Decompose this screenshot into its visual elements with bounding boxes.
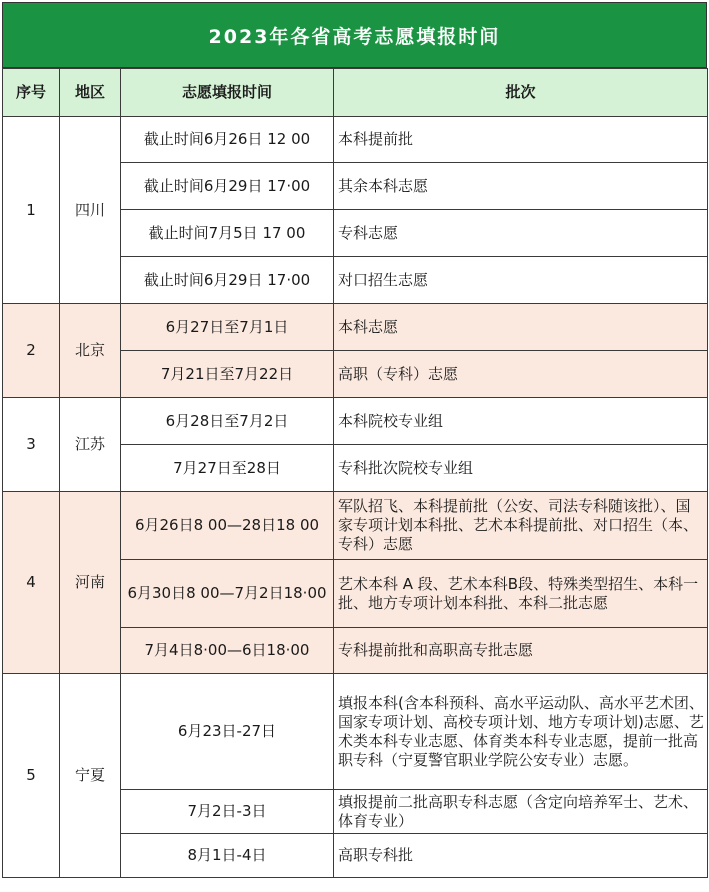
page-title: 2023年各省高考志愿填报时间 — [2, 2, 707, 68]
table-row — [3, 674, 708, 790]
header-region: 地区 — [60, 69, 121, 117]
cell-time: 7月4日8·00—6日18·00 — [121, 628, 334, 674]
cell-region: 宁夏 — [60, 674, 121, 878]
cell-batch: 填报本科(含本科预科、高水平运动队、高水平艺术团、国家专项计划、高校专项计划、地方专项计划)志愿、艺术类本科专业志愿、体育类本科专业志愿，提前一批高职专科（宁夏警官职业学院公安专业）志愿。 — [334, 674, 708, 790]
table-row — [3, 398, 708, 445]
cell-seq: 2 — [3, 304, 60, 398]
cell-time: 6月26日8 00—28日18 00 — [121, 492, 334, 560]
cell-time: 8月1日-4日 — [121, 834, 334, 878]
cell-time: 6月30日8 00—7月2日18·00 — [121, 560, 334, 628]
cell-seq: 5 — [3, 674, 60, 878]
cell-batch: 对口招生志愿 — [334, 257, 708, 304]
table-row — [3, 117, 708, 163]
cell-time: 截止时间7月5日 17 00 — [121, 210, 334, 257]
header-batch: 批次 — [334, 69, 708, 117]
cell-time: 6月23日-27日 — [121, 674, 334, 790]
header-seq: 序号 — [3, 69, 60, 117]
cell-time: 7月21日至7月22日 — [121, 351, 334, 398]
cell-batch: 本科志愿 — [334, 304, 708, 351]
cell-batch: 其余本科志愿 — [334, 163, 708, 210]
table-row — [3, 304, 708, 351]
cell-seq: 1 — [3, 117, 60, 304]
cell-time: 截止时间6月29日 17·00 — [121, 257, 334, 304]
cell-region: 北京 — [60, 304, 121, 398]
cell-time: 7月2日-3日 — [121, 790, 334, 834]
cell-time: 6月28日至7月2日 — [121, 398, 334, 445]
cell-region: 江苏 — [60, 398, 121, 492]
cell-batch: 本科院校专业组 — [334, 398, 708, 445]
cell-time: 截止时间6月29日 17·00 — [121, 163, 334, 210]
cell-time: 6月27日至7月1日 — [121, 304, 334, 351]
table-row — [3, 492, 708, 560]
cell-batch: 高职（专科）志愿 — [334, 351, 708, 398]
cell-batch: 艺术本科 A 段、艺术本科B段、特殊类型招生、本科一批、地方专项计划本科批、本科二批志愿 — [334, 560, 708, 628]
cell-batch: 高职专科批 — [334, 834, 708, 878]
cell-time: 7月27日至28日 — [121, 445, 334, 492]
cell-seq: 3 — [3, 398, 60, 492]
cell-batch: 专科提前批和高职高专批志愿 — [334, 628, 708, 674]
cell-region: 河南 — [60, 492, 121, 674]
cell-region: 四川 — [60, 117, 121, 304]
cell-batch: 填报提前二批高职专科志愿（含定向培养军士、艺术、体育专业） — [334, 790, 708, 834]
cell-batch: 本科提前批 — [334, 117, 708, 163]
cell-batch: 专科批次院校专业组 — [334, 445, 708, 492]
cell-seq: 4 — [3, 492, 60, 674]
cell-time: 截止时间6月26日 12 00 — [121, 117, 334, 163]
cell-batch: 军队招飞、本科提前批（公安、司法专科随该批）、国家专项计划本科批、艺术本科提前批、对口招生（本、专科）志愿 — [334, 492, 708, 560]
header-time: 志愿填报时间 — [121, 69, 334, 117]
cell-batch: 专科志愿 — [334, 210, 708, 257]
table-header-row — [3, 69, 708, 117]
schedule-table — [2, 68, 708, 878]
